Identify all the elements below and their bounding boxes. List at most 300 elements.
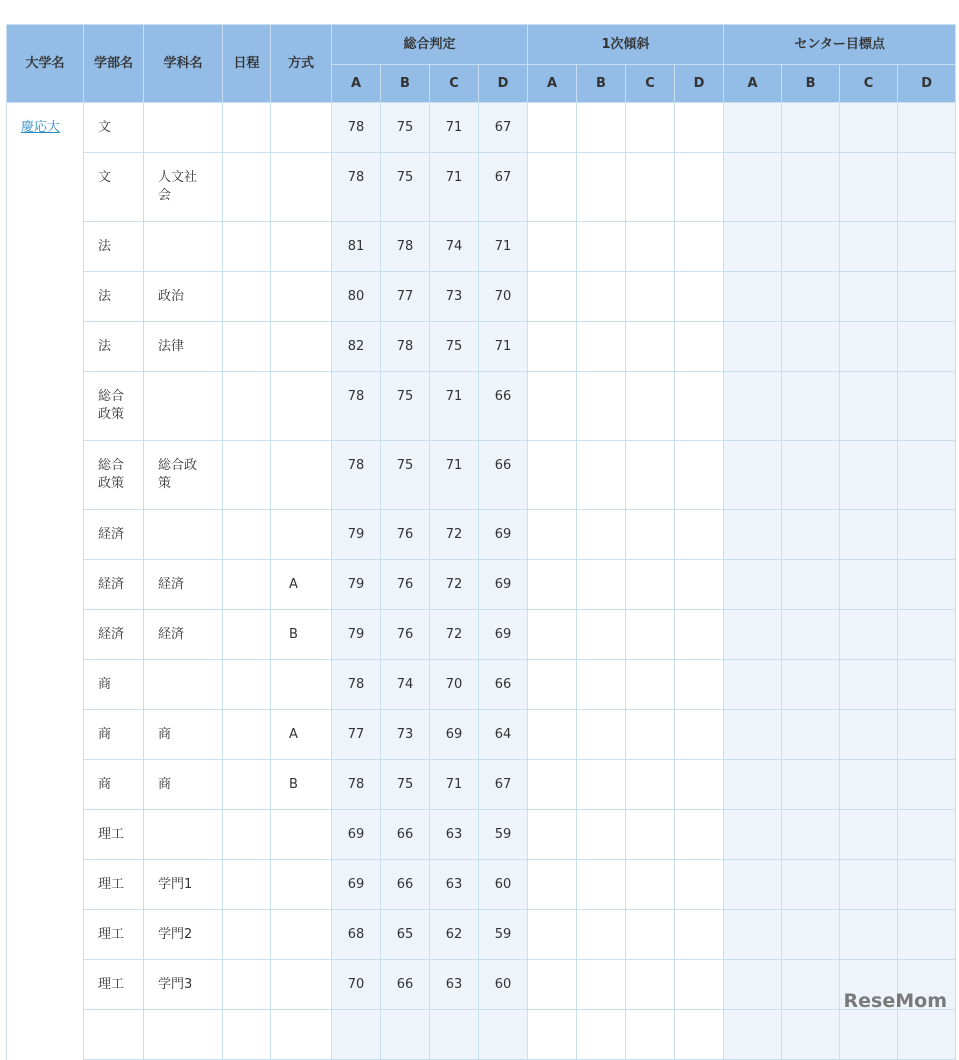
center-target-a xyxy=(724,153,782,222)
overall-score-d: 70 xyxy=(479,272,528,322)
center-target-b xyxy=(782,322,840,372)
faculty-cell: 理工 xyxy=(84,960,144,1010)
results-table-container xyxy=(6,24,956,1060)
overall-score-b: 78 xyxy=(381,222,430,272)
department-cell: 法律 xyxy=(144,322,223,372)
method-cell: A xyxy=(271,710,332,760)
method-cell xyxy=(271,322,332,372)
table-row xyxy=(7,153,956,222)
overall-score-d: 67 xyxy=(479,153,528,222)
overall-score-a: 69 xyxy=(332,810,381,860)
header-sub-center-target-b: B xyxy=(782,65,840,103)
overall-score-a: 79 xyxy=(332,610,381,660)
first-weighted-d xyxy=(675,103,724,153)
overall-score-a: 78 xyxy=(332,153,381,222)
overall-score-a: 78 xyxy=(332,372,381,441)
overall-score-c: 71 xyxy=(430,103,479,153)
first-weighted-c xyxy=(626,610,675,660)
center-target-b xyxy=(782,860,840,910)
overall-score-c: 69 xyxy=(430,710,479,760)
faculty-cell: 総合政策 xyxy=(84,441,144,510)
first-weighted-c xyxy=(626,760,675,810)
first-weighted-c xyxy=(626,272,675,322)
faculty-cell: 文 xyxy=(84,103,144,153)
header-sub-overall-a: A xyxy=(332,65,381,103)
overall-score-c: 63 xyxy=(430,860,479,910)
center-target-c xyxy=(840,1010,898,1060)
overall-score-d: 59 xyxy=(479,910,528,960)
first-weighted-c xyxy=(626,322,675,372)
overall-score-b: 78 xyxy=(381,322,430,372)
overall-score-d: 64 xyxy=(479,710,528,760)
first-weighted-b xyxy=(577,1010,626,1060)
center-target-a xyxy=(724,1010,782,1060)
center-target-d xyxy=(898,860,956,910)
header-group-overall: 総合判定 xyxy=(332,25,528,65)
center-target-b xyxy=(782,272,840,322)
first-weighted-c xyxy=(626,560,675,610)
faculty-cell: 理工 xyxy=(84,910,144,960)
faculty-cell: 経済 xyxy=(84,560,144,610)
department-cell: 人文社会 xyxy=(144,153,223,222)
overall-score-b: 76 xyxy=(381,610,430,660)
table-row xyxy=(7,222,956,272)
schedule-cell xyxy=(223,610,271,660)
overall-score-d xyxy=(479,1010,528,1060)
first-weighted-c xyxy=(626,810,675,860)
faculty-cell: 法 xyxy=(84,322,144,372)
center-target-b xyxy=(782,222,840,272)
table-row xyxy=(7,660,956,710)
first-weighted-c xyxy=(626,222,675,272)
table-row xyxy=(7,910,956,960)
center-target-c xyxy=(840,610,898,660)
first-weighted-b xyxy=(577,760,626,810)
schedule-cell xyxy=(223,510,271,560)
first-weighted-d xyxy=(675,610,724,660)
overall-score-c: 75 xyxy=(430,322,479,372)
center-target-d xyxy=(898,810,956,860)
schedule-cell xyxy=(223,103,271,153)
center-target-d xyxy=(898,103,956,153)
schedule-cell xyxy=(223,760,271,810)
first-weighted-d xyxy=(675,760,724,810)
first-weighted-b xyxy=(577,960,626,1010)
first-weighted-b xyxy=(577,810,626,860)
header-group-center-target: センター目標点 xyxy=(724,25,956,65)
first-weighted-a xyxy=(528,1010,577,1060)
overall-score-a: 79 xyxy=(332,510,381,560)
center-target-b xyxy=(782,810,840,860)
center-target-d xyxy=(898,153,956,222)
first-weighted-a xyxy=(528,322,577,372)
first-weighted-d xyxy=(675,660,724,710)
first-weighted-b xyxy=(577,322,626,372)
center-target-c xyxy=(840,372,898,441)
method-cell xyxy=(271,153,332,222)
overall-score-d: 71 xyxy=(479,222,528,272)
table-row xyxy=(7,560,956,610)
first-weighted-c xyxy=(626,860,675,910)
header-sub-center-target-a: A xyxy=(724,65,782,103)
first-weighted-a xyxy=(528,510,577,560)
department-cell: 学門2 xyxy=(144,910,223,960)
center-target-b xyxy=(782,372,840,441)
overall-score-a: 69 xyxy=(332,860,381,910)
center-target-d xyxy=(898,222,956,272)
center-target-a xyxy=(724,372,782,441)
first-weighted-a xyxy=(528,660,577,710)
department-cell xyxy=(144,372,223,441)
overall-score-d: 69 xyxy=(479,510,528,560)
center-target-b xyxy=(782,710,840,760)
first-weighted-d xyxy=(675,372,724,441)
method-cell xyxy=(271,810,332,860)
department-cell: 学門1 xyxy=(144,860,223,910)
overall-score-d: 60 xyxy=(479,860,528,910)
overall-score-a: 81 xyxy=(332,222,381,272)
overall-score-a: 78 xyxy=(332,103,381,153)
first-weighted-a xyxy=(528,103,577,153)
overall-score-b: 75 xyxy=(381,441,430,510)
center-target-b xyxy=(782,1010,840,1060)
overall-score-c: 70 xyxy=(430,660,479,710)
overall-score-c: 71 xyxy=(430,760,479,810)
header-sub-center-target-d: D xyxy=(898,65,956,103)
schedule-cell xyxy=(223,322,271,372)
first-weighted-b xyxy=(577,910,626,960)
overall-score-c: 71 xyxy=(430,153,479,222)
table-row xyxy=(7,710,956,760)
table-row xyxy=(7,1010,956,1060)
first-weighted-a xyxy=(528,153,577,222)
first-weighted-d xyxy=(675,860,724,910)
method-cell xyxy=(271,272,332,322)
first-weighted-b xyxy=(577,153,626,222)
table-row xyxy=(7,610,956,660)
overall-score-d: 67 xyxy=(479,760,528,810)
first-weighted-d xyxy=(675,560,724,610)
first-weighted-a xyxy=(528,222,577,272)
method-cell xyxy=(271,441,332,510)
center-target-a xyxy=(724,810,782,860)
first-weighted-a xyxy=(528,910,577,960)
table-row xyxy=(7,810,956,860)
center-target-c xyxy=(840,103,898,153)
schedule-cell xyxy=(223,153,271,222)
overall-score-c: 71 xyxy=(430,441,479,510)
schedule-cell xyxy=(223,710,271,760)
department-cell: 学門3 xyxy=(144,960,223,1010)
overall-score-b: 66 xyxy=(381,860,430,910)
center-target-a xyxy=(724,660,782,710)
department-cell xyxy=(144,222,223,272)
schedule-cell xyxy=(223,960,271,1010)
overall-score-c: 73 xyxy=(430,272,479,322)
faculty-cell: 経済 xyxy=(84,510,144,560)
center-target-c xyxy=(840,560,898,610)
schedule-cell xyxy=(223,910,271,960)
overall-score-b: 76 xyxy=(381,510,430,560)
results-table xyxy=(6,24,956,1060)
department-cell: 商 xyxy=(144,760,223,810)
overall-score-a: 79 xyxy=(332,560,381,610)
overall-score-d: 69 xyxy=(479,610,528,660)
table-row xyxy=(7,760,956,810)
center-target-d xyxy=(898,372,956,441)
center-target-d xyxy=(898,710,956,760)
first-weighted-a xyxy=(528,560,577,610)
center-target-b xyxy=(782,510,840,560)
first-weighted-a xyxy=(528,810,577,860)
first-weighted-a xyxy=(528,372,577,441)
first-weighted-b xyxy=(577,510,626,560)
table-row xyxy=(7,960,956,1010)
table-row xyxy=(7,322,956,372)
header-sub-first-weighted-c: C xyxy=(626,65,675,103)
center-target-a xyxy=(724,910,782,960)
overall-score-a: 68 xyxy=(332,910,381,960)
header-sub-first-weighted-a: A xyxy=(528,65,577,103)
center-target-d xyxy=(898,660,956,710)
header-university: 大学名 xyxy=(7,25,84,103)
center-target-a xyxy=(724,610,782,660)
center-target-d xyxy=(898,560,956,610)
table-row xyxy=(7,441,956,510)
method-cell xyxy=(271,660,332,710)
first-weighted-d xyxy=(675,1010,724,1060)
first-weighted-c xyxy=(626,153,675,222)
overall-score-c: 74 xyxy=(430,222,479,272)
first-weighted-b xyxy=(577,272,626,322)
department-cell: 総合政策 xyxy=(144,441,223,510)
schedule-cell xyxy=(223,441,271,510)
overall-score-b: 74 xyxy=(381,660,430,710)
university-cell xyxy=(7,103,84,1060)
method-cell: A xyxy=(271,560,332,610)
first-weighted-b xyxy=(577,860,626,910)
center-target-d xyxy=(898,1010,956,1060)
faculty-cell: 文 xyxy=(84,153,144,222)
department-cell: 経済 xyxy=(144,610,223,660)
center-target-a xyxy=(724,103,782,153)
overall-score-a: 77 xyxy=(332,710,381,760)
header-sub-center-target-c: C xyxy=(840,65,898,103)
first-weighted-c xyxy=(626,1010,675,1060)
center-target-b xyxy=(782,441,840,510)
center-target-b xyxy=(782,103,840,153)
first-weighted-d xyxy=(675,222,724,272)
schedule-cell xyxy=(223,660,271,710)
first-weighted-c xyxy=(626,103,675,153)
overall-score-a: 78 xyxy=(332,441,381,510)
department-cell xyxy=(144,510,223,560)
first-weighted-c xyxy=(626,910,675,960)
first-weighted-d xyxy=(675,810,724,860)
first-weighted-a xyxy=(528,710,577,760)
first-weighted-d xyxy=(675,153,724,222)
first-weighted-d xyxy=(675,710,724,760)
department-cell xyxy=(144,810,223,860)
schedule-cell xyxy=(223,1010,271,1060)
overall-score-c xyxy=(430,1010,479,1060)
center-target-b xyxy=(782,560,840,610)
center-target-d xyxy=(898,760,956,810)
overall-score-a: 82 xyxy=(332,322,381,372)
center-target-a xyxy=(724,441,782,510)
faculty-cell: 理工 xyxy=(84,810,144,860)
method-cell xyxy=(271,372,332,441)
overall-score-c: 63 xyxy=(430,810,479,860)
first-weighted-b xyxy=(577,222,626,272)
overall-score-b: 65 xyxy=(381,910,430,960)
center-target-c xyxy=(840,710,898,760)
header-group-first-weighted: 1次傾斜 xyxy=(528,25,724,65)
center-target-a xyxy=(724,710,782,760)
faculty-cell: 法 xyxy=(84,222,144,272)
department-cell xyxy=(144,1010,223,1060)
center-target-d xyxy=(898,910,956,960)
center-target-b xyxy=(782,960,840,1010)
overall-score-d: 59 xyxy=(479,810,528,860)
center-target-d xyxy=(898,610,956,660)
overall-score-c: 72 xyxy=(430,560,479,610)
table-row xyxy=(7,860,956,910)
overall-score-b: 66 xyxy=(381,960,430,1010)
first-weighted-a xyxy=(528,760,577,810)
method-cell xyxy=(271,960,332,1010)
schedule-cell xyxy=(223,222,271,272)
schedule-cell xyxy=(223,372,271,441)
overall-score-a: 78 xyxy=(332,660,381,710)
overall-score-b: 75 xyxy=(381,153,430,222)
first-weighted-d xyxy=(675,322,724,372)
university-link[interactable]: 慶応大 xyxy=(21,120,61,135)
header-sub-first-weighted-d: D xyxy=(675,65,724,103)
header-sub-overall-b: B xyxy=(381,65,430,103)
first-weighted-c xyxy=(626,960,675,1010)
first-weighted-b xyxy=(577,660,626,710)
first-weighted-d xyxy=(675,960,724,1010)
first-weighted-d xyxy=(675,441,724,510)
first-weighted-c xyxy=(626,441,675,510)
overall-score-a xyxy=(332,1010,381,1060)
first-weighted-a xyxy=(528,610,577,660)
center-target-c xyxy=(840,860,898,910)
method-cell xyxy=(271,910,332,960)
center-target-b xyxy=(782,610,840,660)
header-department: 学科名 xyxy=(144,25,223,103)
overall-score-c: 62 xyxy=(430,910,479,960)
method-cell xyxy=(271,103,332,153)
first-weighted-b xyxy=(577,610,626,660)
header-schedule: 日程 xyxy=(223,25,271,103)
overall-score-d: 60 xyxy=(479,960,528,1010)
center-target-b xyxy=(782,910,840,960)
first-weighted-a xyxy=(528,860,577,910)
first-weighted-c xyxy=(626,510,675,560)
first-weighted-d xyxy=(675,910,724,960)
overall-score-d: 66 xyxy=(479,660,528,710)
overall-score-a: 78 xyxy=(332,760,381,810)
overall-score-b: 76 xyxy=(381,560,430,610)
faculty-cell: 商 xyxy=(84,660,144,710)
method-cell: B xyxy=(271,760,332,810)
faculty-cell: 商 xyxy=(84,710,144,760)
center-target-c xyxy=(840,510,898,560)
center-target-c xyxy=(840,272,898,322)
table-row xyxy=(7,510,956,560)
schedule-cell xyxy=(223,272,271,322)
first-weighted-d xyxy=(675,510,724,560)
department-cell xyxy=(144,103,223,153)
center-target-d xyxy=(898,272,956,322)
overall-score-b: 73 xyxy=(381,710,430,760)
center-target-a xyxy=(724,222,782,272)
center-target-c xyxy=(840,153,898,222)
table-row xyxy=(7,272,956,322)
schedule-cell xyxy=(223,560,271,610)
faculty-cell: 商 xyxy=(84,760,144,810)
overall-score-b: 77 xyxy=(381,272,430,322)
center-target-c xyxy=(840,810,898,860)
center-target-c xyxy=(840,760,898,810)
department-cell: 商 xyxy=(144,710,223,760)
center-target-d xyxy=(898,441,956,510)
table-row xyxy=(7,103,956,153)
center-target-a xyxy=(724,272,782,322)
overall-score-d: 69 xyxy=(479,560,528,610)
first-weighted-b xyxy=(577,441,626,510)
department-cell xyxy=(144,660,223,710)
overall-score-d: 71 xyxy=(479,322,528,372)
first-weighted-c xyxy=(626,710,675,760)
first-weighted-d xyxy=(675,272,724,322)
schedule-cell xyxy=(223,810,271,860)
overall-score-d: 66 xyxy=(479,441,528,510)
center-target-b xyxy=(782,660,840,710)
overall-score-c: 63 xyxy=(430,960,479,1010)
center-target-c xyxy=(840,222,898,272)
center-target-a xyxy=(724,510,782,560)
overall-score-a: 70 xyxy=(332,960,381,1010)
faculty-cell: 理工 xyxy=(84,860,144,910)
faculty-cell xyxy=(84,1010,144,1060)
overall-score-c: 72 xyxy=(430,610,479,660)
center-target-c xyxy=(840,322,898,372)
header-sub-overall-c: C xyxy=(430,65,479,103)
header-method: 方式 xyxy=(271,25,332,103)
center-target-a xyxy=(724,860,782,910)
faculty-cell: 経済 xyxy=(84,610,144,660)
method-cell: B xyxy=(271,610,332,660)
first-weighted-b xyxy=(577,103,626,153)
overall-score-d: 66 xyxy=(479,372,528,441)
department-cell: 政治 xyxy=(144,272,223,322)
first-weighted-b xyxy=(577,710,626,760)
header-sub-overall-d: D xyxy=(479,65,528,103)
center-target-a xyxy=(724,960,782,1010)
table-row xyxy=(7,372,956,441)
method-cell xyxy=(271,860,332,910)
header-faculty: 学部名 xyxy=(84,25,144,103)
center-target-b xyxy=(782,153,840,222)
center-target-c xyxy=(840,441,898,510)
method-cell xyxy=(271,510,332,560)
method-cell xyxy=(271,1010,332,1060)
overall-score-d: 67 xyxy=(479,103,528,153)
overall-score-a: 80 xyxy=(332,272,381,322)
